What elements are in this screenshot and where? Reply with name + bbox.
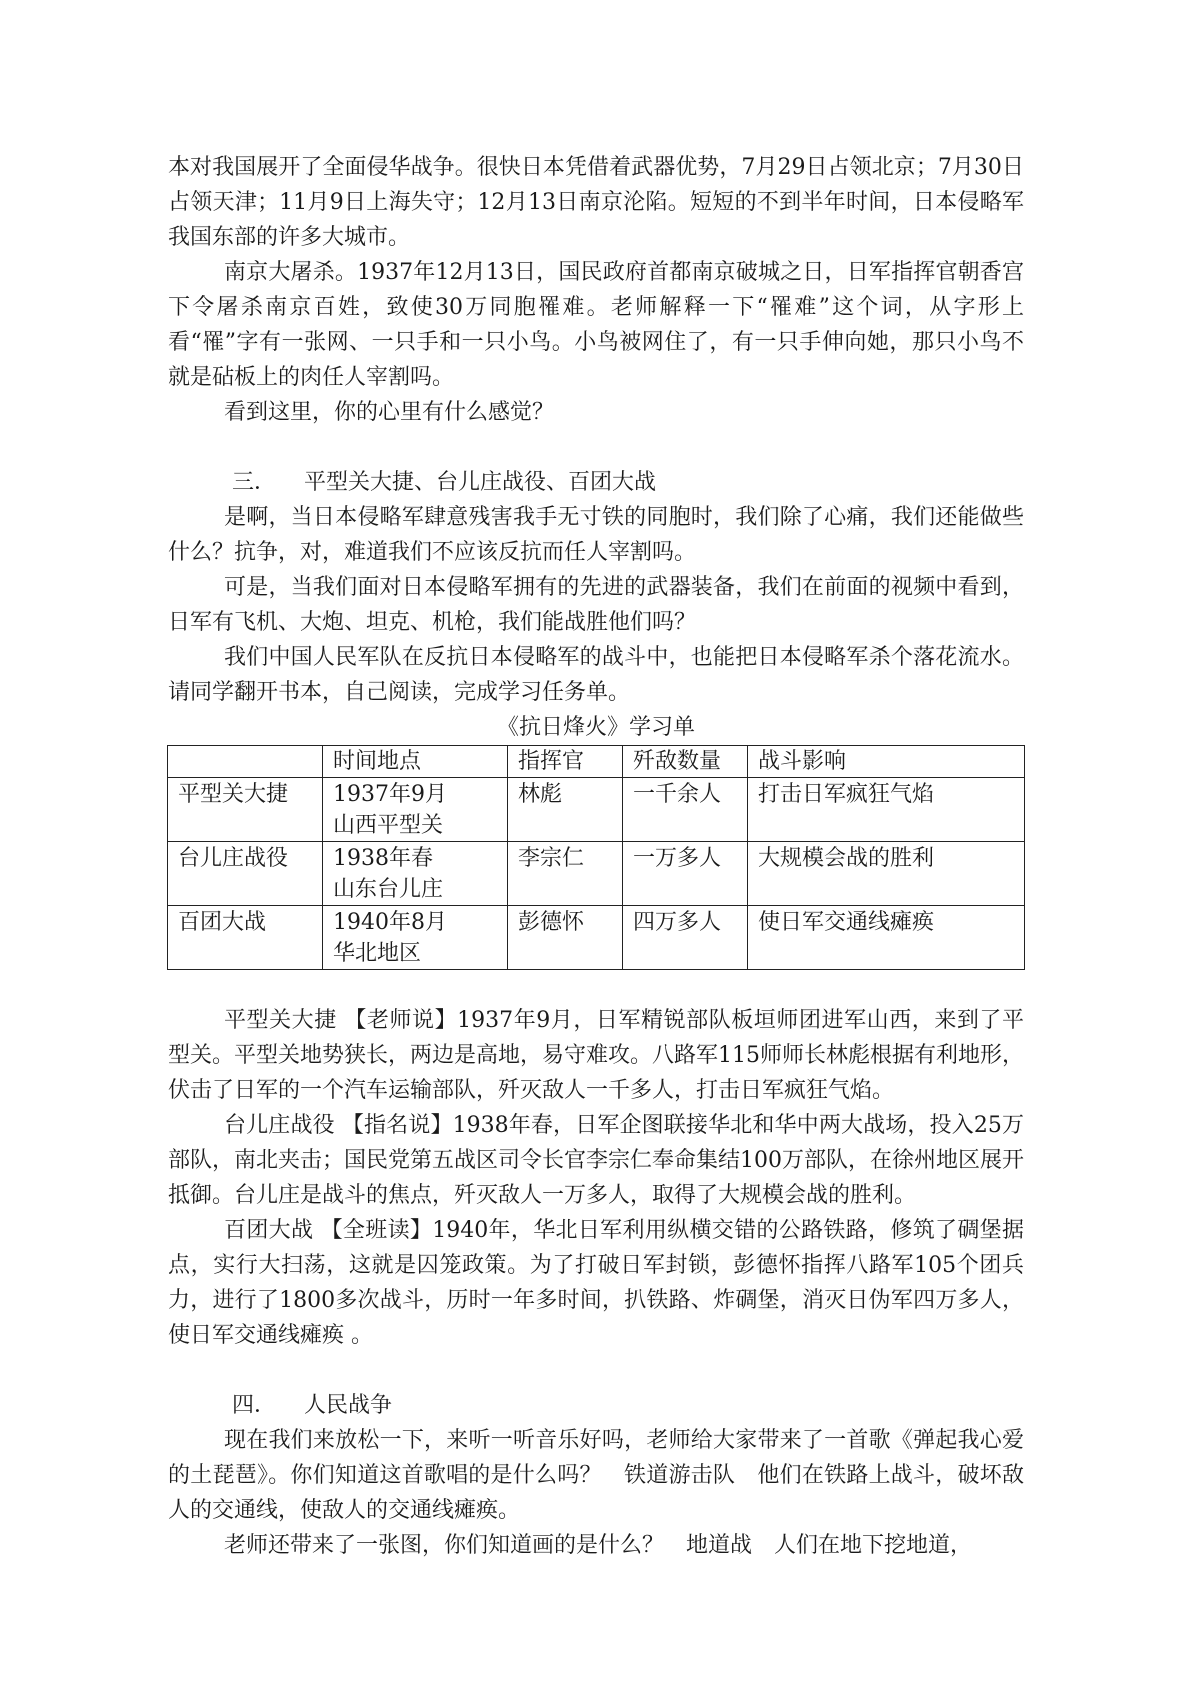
time-place-cell bbox=[323, 842, 508, 906]
section-4-number: 四． bbox=[232, 1393, 277, 1418]
time-text: 1940年8月 bbox=[333, 910, 447, 935]
paragraph-taierzhuang: 台儿庄战役 【指名说】1938年春，日军企图联接华北和华中两大战场，投入25万部队，南北夹击；国民党第五战区司令长官李宗仁奉命集结100万部队，在徐州地区展开抵御。台儿庄是战斗的焦点，歼灭敌人一万多人，取得了大规模会战的胜利。 bbox=[168, 1113, 1024, 1208]
paragraph-intro: 本对我国展开了全面侵华战争。很快日本凭借着武器优势，7月29日占领北京；7月30日占领天津；11月9日上海失守；12月13日南京沦陷。短短的不到半年时间，日本侵略军我国东部的许多大城市。 bbox=[168, 155, 1024, 250]
time-text: 1938年春 bbox=[333, 846, 433, 871]
table-header-cell bbox=[168, 746, 323, 778]
section-4-paragraph: 老师还带来了一张图，你们知道画的是什么？ 地道战 人们在地下挖地道， bbox=[224, 1533, 973, 1558]
battle-name-cell: 平型关大捷 bbox=[168, 778, 323, 842]
study-sheet-table bbox=[167, 745, 1025, 970]
place-text: 山西平型关 bbox=[333, 813, 444, 838]
document-page bbox=[168, 150, 1024, 1563]
time-place-cell bbox=[323, 906, 508, 970]
table-header-cell: 时间地点 bbox=[323, 746, 508, 778]
section-3-title: 平型关大捷、台儿庄战役、百团大战 bbox=[304, 470, 657, 495]
place-text: 山东台儿庄 bbox=[333, 877, 444, 902]
battle-name-cell: 台儿庄战役 bbox=[168, 842, 323, 906]
commander-cell: 林彪 bbox=[508, 778, 623, 842]
commander-cell: 彭德怀 bbox=[508, 906, 623, 970]
table-row bbox=[168, 842, 1025, 906]
section-3-paragraph: 可是，当我们面对日本侵略军拥有的先进的武器装备，我们在前面的视频中看到，日军有飞机、大炮、坦克、机枪，我们能战胜他们吗？ bbox=[168, 575, 1024, 635]
table-row bbox=[168, 778, 1025, 842]
section-4-heading bbox=[168, 1388, 1024, 1423]
table-header-row bbox=[168, 746, 1025, 778]
table-header-cell: 歼敌数量 bbox=[623, 746, 748, 778]
enemy-count-cell: 一千余人 bbox=[623, 778, 748, 842]
paragraph-pingxingguan: 平型关大捷 【老师说】1937年9月，日军精锐部队板垣师团进军山西，来到了平型关。平型关地势狭长，两边是高地，易守难攻。八路军115师师长林彪根据有利地形，伏击了日军的一个汽车运输部队，歼灭敌人一千多人，打击日军疯狂气焰。 bbox=[168, 1008, 1024, 1103]
commander-cell: 李宗仁 bbox=[508, 842, 623, 906]
paragraph-question: 看到这里，你的心里有什么感觉？ bbox=[224, 400, 555, 425]
table-header-cell: 指挥官 bbox=[508, 746, 623, 778]
spacer bbox=[168, 1353, 1024, 1388]
section-3-number: 三． bbox=[232, 470, 277, 495]
impact-cell: 打击日军疯狂气焰 bbox=[748, 778, 1025, 842]
spacer bbox=[168, 430, 1024, 465]
section-3-paragraph: 我们中国人民军队在反抗日本侵略军的战斗中，也能把日本侵略军杀个落花流水。请同学翻开书本，自己阅读，完成学习任务单。 bbox=[168, 645, 1024, 705]
place-text: 华北地区 bbox=[333, 941, 422, 966]
section-4-title: 人民战争 bbox=[304, 1393, 393, 1418]
enemy-count-cell: 四万多人 bbox=[623, 906, 748, 970]
time-text: 1937年9月 bbox=[333, 782, 447, 807]
impact-cell: 大规模会战的胜利 bbox=[748, 842, 1025, 906]
section-3-heading bbox=[168, 465, 1024, 500]
time-place-cell bbox=[323, 778, 508, 842]
paragraph-nanjing: 南京大屠杀。1937年12月13日，国民政府首都南京破城之日，日军指挥官朝香宫下令屠杀南京百姓，致使30万同胞罹难。老师解释一下“罹难”这个词，从字形上看“罹”字有一张网、一只手和一只小鸟。小鸟被网住了，有一只手伸向她，那只小鸟不就是砧板上的肉任人宰割吗。 bbox=[168, 260, 1024, 390]
impact-cell: 使日军交通线瘫痪 bbox=[748, 906, 1025, 970]
section-3-paragraph: 是啊，当日本侵略军肆意残害我手无寸铁的同胞时，我们除了心痛，我们还能做些什么？抗争，对，难道我们不应该反抗而任人宰割吗。 bbox=[168, 505, 1024, 565]
table-caption: 《抗日烽火》学习单 bbox=[496, 715, 695, 740]
table-header-cell: 战斗影响 bbox=[748, 746, 1025, 778]
paragraph-baituan: 百团大战 【全班读】1940年，华北日军利用纵横交错的公路铁路，修筑了碉堡据点，实行大扫荡，这就是囚笼政策。为了打破日军封锁，彭德怀指挥八路军105个团兵力，进行了1800多次战斗，历时一年多时间，扒铁路、炸碉堡，消灭日伪军四万多人，使日军交通线瘫痪 。 bbox=[168, 1218, 1024, 1348]
table-row bbox=[168, 906, 1025, 970]
enemy-count-cell: 一万多人 bbox=[623, 842, 748, 906]
battle-name-cell: 百团大战 bbox=[168, 906, 323, 970]
section-4-paragraph: 现在我们来放松一下，来听一听音乐好吗，老师给大家带来了一首歌《弹起我心爱的土琵琶》。你们知道这首歌唱的是什么吗？ 铁道游击队 他们在铁路上战斗，破坏敌人的交通线，使敌人的交通线瘫痪。 bbox=[168, 1428, 1024, 1523]
